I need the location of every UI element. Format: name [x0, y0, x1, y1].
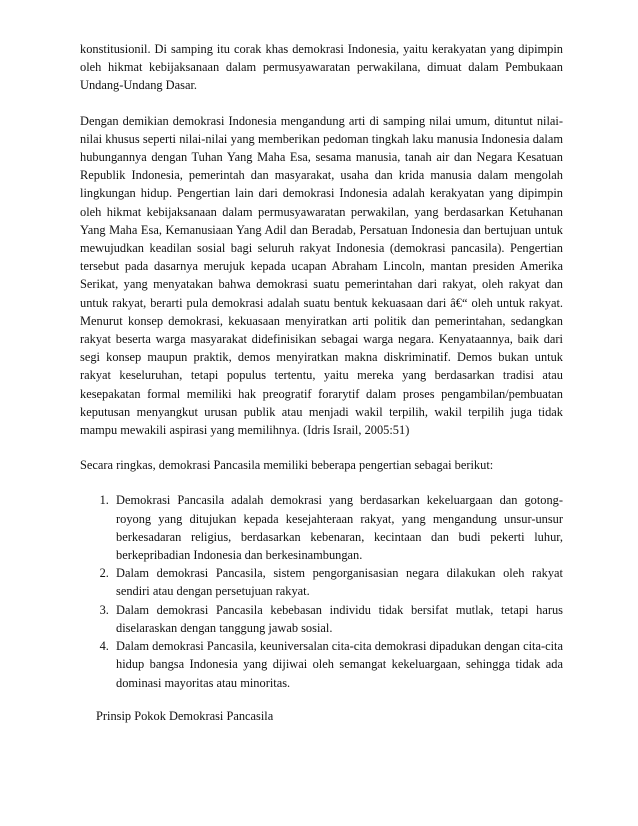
section-heading: Prinsip Pokok Demokrasi Pancasila [96, 709, 274, 723]
paragraph-intro: konstitusionil. Di samping itu corak khas demokrasi Indonesia, yaitu kerakyatan yang dipimpin oleh hikmat kebijaksanaan dalam permusyawaratan perwakilana, dimuat dalam Pembukaan Undang-Undang Dasar. [80, 42, 563, 93]
list-item: 2. Dalam demokrasi Pancasila, sistem pengorganisasian negara dilakukan oleh rakyat sendiri atau dengan persetujuan rakyat. [112, 564, 563, 600]
document-body [80, 40, 563, 692]
paragraph-main: Dengan demikian demokrasi Indonesia mengandung arti di samping nilai umum, dituntut nilai-nilai khusus seperti nilai-nilai yang memberikan pedoman tingkah laku manusia Indonesia dalam hubungannya dengan Tuhan Yang Maha Esa, sesama manusia, tanah air dan Negara Kesatuan Republik Indonesia, pemerintah dan masyarakat, usaha dan krida manusia dalam mengolah lingkungan hidup. Pengertian lain dari demokrasi Indonesia adalah kerakyatan yang dipimpin oleh hikmat kebijaksanaan dalam permusyawaratan perwakilan, yang berdasarkan Ketuhanan Yang Maha Esa, Kemanusiaan Yang Adil dan Beradab, Persatuan Indonesia dan bertujuan untuk mewujudkan keadilan sosial bagi seluruh rakyat Indonesia (demokrasi pancasila). Pengertian tersebut pada dasarnya merujuk kepada ucapan Abraham Lincoln, mantan presiden Amerika Serikat, yang menyatakan bahwa demokrasi suatu pemerintahan dari rakyat, oleh rakyat dan untuk rakyat, berarti pula demokrasi adalah suatu bentuk kekuasaan dari â€“ oleh untuk rakyat. Menurut konsep demokrasi, kekuasaan menyiratkan arti politik dan pemerintahan, sedangkan rakyat beserta warga masyarakat didefinisikan sebagai warga negara. Kenyataannya, baik dari segi konsep maupun praktik, demos menyiratkan makna diskriminatif. Demos bukan untuk rakyat keseluruhan, tetapi populus tertentu, yaitu mereka yang berdasarkan tradisi atau kesepakatan formal memiliki hak preogratif forarytif dalam proses pengambilan/pembuatan keputusan menyangkut urusan publik atau menjadi wakil terpilih, wakil terpilih juga tidak mampu mewakili aspirasi yang memilihnya. (Idris Israil, 2005:51) [80, 113, 563, 438]
list-item: 3. Dalam demokrasi Pancasila kebebasan individu tidak bersifat mutlak, tetapi harus diselaraskan dengan tanggung jawab sosial. [112, 601, 563, 637]
paragraph-summary-lead: Secara ringkas, demokrasi Pancasila memiliki beberapa pengertian sebagai berikut: [80, 458, 494, 473]
list-item: 1. Demokrasi Pancasila adalah demokrasi yang berdasarkan kekeluargaan dan gotong-royong yang ditujukan kepada kesejahteraan rakyat, yang mengandung unsur-unsur berkesadaran religius, berdasarkan kebenaran, kecintaan dan budi pekerti luhur, berkepribadian Indonesia dan berkesinambungan. [112, 491, 563, 564]
numbered-list [80, 491, 563, 691]
list-item: 4. Dalam demokrasi Pancasila, keuniversalan cita-cita demokrasi dipadukan dengan cita-cita hidup bangsa Indonesia yang dijiwai oleh semangat kekeluargaan, sehingga tidak ada dominasi mayoritas atau minoritas. [112, 637, 563, 692]
